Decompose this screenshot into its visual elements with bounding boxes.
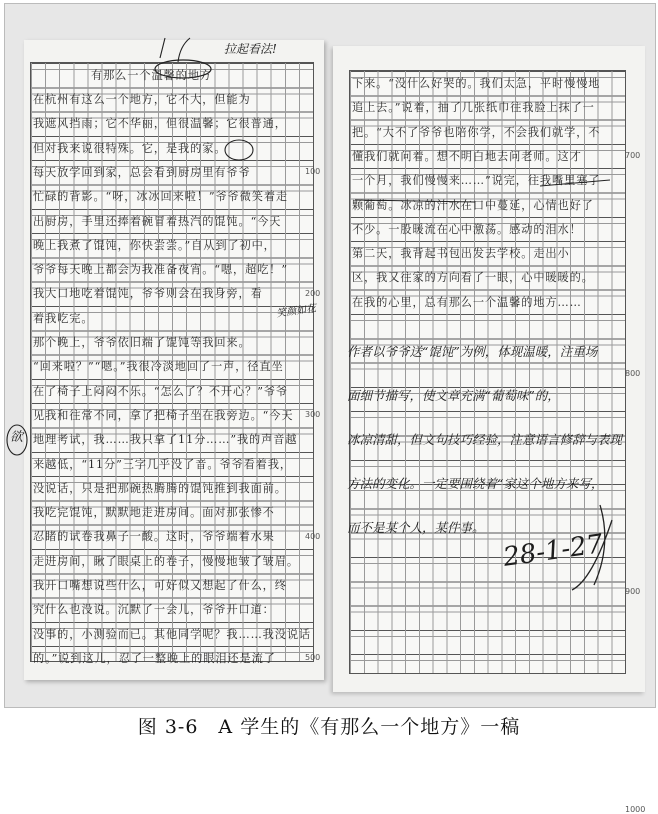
- line-count-marker: 100: [305, 167, 321, 176]
- manuscript-line: 在杭州有这么一个地方，它不大，但能为: [33, 93, 251, 106]
- line-count-marker: 200: [305, 288, 321, 298]
- manuscript-line: 爷爷每天晚上都会为我准备夜宵。“嗯，超吃！”: [33, 263, 288, 277]
- manuscript-line: 追上去。”说着，抽了几张纸巾往我脸上抹了一: [352, 101, 595, 115]
- top-annotation: 拉起看法!: [224, 42, 277, 56]
- line-count-marker: 1000: [625, 805, 646, 814]
- date-bracket: [572, 505, 612, 590]
- teacher-comment-line: 作者以爷爷送“馄饨”为例，体现温暖，注重场: [347, 344, 598, 359]
- essay-title: 有那么一个温馨的地方: [91, 69, 212, 82]
- underline-right: [355, 180, 610, 202]
- manuscript-line: 那个晚上，爷爷依旧端了馄饨等我回来。: [33, 336, 251, 349]
- manuscript-line: 来越低，“11分”三字几乎没了音。爷爷看着我，: [33, 457, 292, 471]
- manuscript-line: 我遮风挡雨；它不华丽，但很温馨；它很普通，: [33, 117, 287, 131]
- manuscript-line: 忍睹的试卷我鼻子一酸。这时，爷爷端着水果: [33, 530, 275, 544]
- margin-circle: [7, 425, 27, 455]
- line-count-marker: 300: [305, 410, 321, 419]
- manuscript-line: 一个月，我们慢慢来……”说完，往我嘴里塞了: [352, 174, 601, 188]
- manuscript-line: 没事的，小测验而已。其他同学呢？我……我没说话: [33, 627, 312, 641]
- manuscript-line: 把。“大不了爷爷也陪你学，不会我们就学，不: [352, 125, 601, 139]
- manuscript-line: 第二天，我背起书包出发去学校。走出小: [352, 247, 570, 261]
- manuscript-line: 每天放学回到家，总会看到厨房里有爷爷: [33, 165, 251, 179]
- side-note: 笑颜如花: [275, 303, 317, 320]
- line-count-marker: 900: [625, 587, 641, 596]
- manuscript-line: 着我吃完。: [33, 311, 94, 325]
- manuscript-line: 在我的心里，总有那么一个温馨的地方……: [352, 295, 582, 309]
- margin-mark: 欲: [10, 430, 24, 445]
- title-caret: [160, 38, 190, 62]
- manuscript-line: 没说话，只是把那碗热腾腾的馄饨推到我面前。: [33, 481, 287, 495]
- line-count-marker: 700: [625, 151, 641, 160]
- title-circle: [155, 60, 211, 78]
- manuscript-line: 但对我来说很特殊。它，是我的家。: [33, 141, 227, 155]
- manuscript-line: 的。”说到这儿，忍了一整晚上的眼泪还是流了: [33, 651, 276, 665]
- manuscript-line: 我开口嘴想说些什么，可好似又想起了什么，终: [33, 579, 287, 592]
- manuscript-line: 不少。一股暖流在心中激荡。感动的泪水！: [352, 222, 582, 236]
- manuscript-line: 走进房间，瞅了眼桌上的卷子，慢慢地皱了皱眉。: [33, 554, 299, 568]
- manuscript-line: 晚上我煮了馄饨，你快尝尝。”自从到了初中，: [33, 238, 276, 252]
- word-circle: [225, 140, 253, 160]
- manuscript-line: 在了椅子上闷闷不乐。“怎么了？不开心？”爷爷: [33, 384, 288, 398]
- teacher-comment-line: 而不是某个人，某件事。: [347, 520, 485, 535]
- manuscript-line: 懂我们就问着。想不明白地去问老师。这才: [352, 149, 582, 163]
- figure-caption: 图 3-6 A 学生的《有那么一个地方》一稿: [137, 716, 521, 738]
- teacher-comment-line: 方法的变化。一定要围绕着“家这个地方来写，: [347, 476, 604, 491]
- manuscript-line: 我吃完馄饨，默默地走进房间。面对那张惨不: [33, 506, 275, 520]
- manuscript-line: 下来。“没什么好哭的。我们太急，平时慢慢地: [352, 77, 601, 90]
- teacher-comment-line: 冰凉清甜，但文句技巧经验，注意语言修辞与表现: [347, 432, 623, 447]
- line-count-marker: 800: [625, 369, 641, 378]
- manuscript-line: 究什么也没说。沉默了一会儿，爷爷开口道：: [33, 603, 275, 617]
- manuscript-line: 忙碌的背影。“呀，冰冰回来啦！”爷爷微笑着走: [33, 190, 288, 204]
- manuscript-line: 我大口地吃着馄饨，爷爷则会在我身旁，看: [33, 287, 263, 301]
- manuscript-line: 区，我又往家的方向看了一眼，心中暖暖的。: [352, 271, 594, 285]
- manuscript-line: 颗葡萄。冰凉的汁水在口中蔓延，心情也好了: [352, 198, 594, 212]
- manuscript-line: 出厨房，手里还捧着碗冒着热汽的馄饨。“今天: [33, 214, 282, 228]
- teacher-comment-line: 面细节描写，使文章充满“葡萄味”的，: [347, 388, 560, 403]
- line-count-marker: 500: [305, 653, 321, 662]
- manuscript-line: “回来啦？”“嗯。”我很冷淡地回了一声，径直坐: [33, 360, 284, 374]
- manuscript-line: 见我和往常不同，拿了把椅子坐在我旁边。“今天: [33, 408, 294, 422]
- comment-date: 28-1-27: [501, 529, 605, 573]
- manuscript-line: 地理考试，我……我只拿了11分……”我的声音越: [33, 433, 298, 447]
- line-count-marker: 400: [305, 531, 321, 541]
